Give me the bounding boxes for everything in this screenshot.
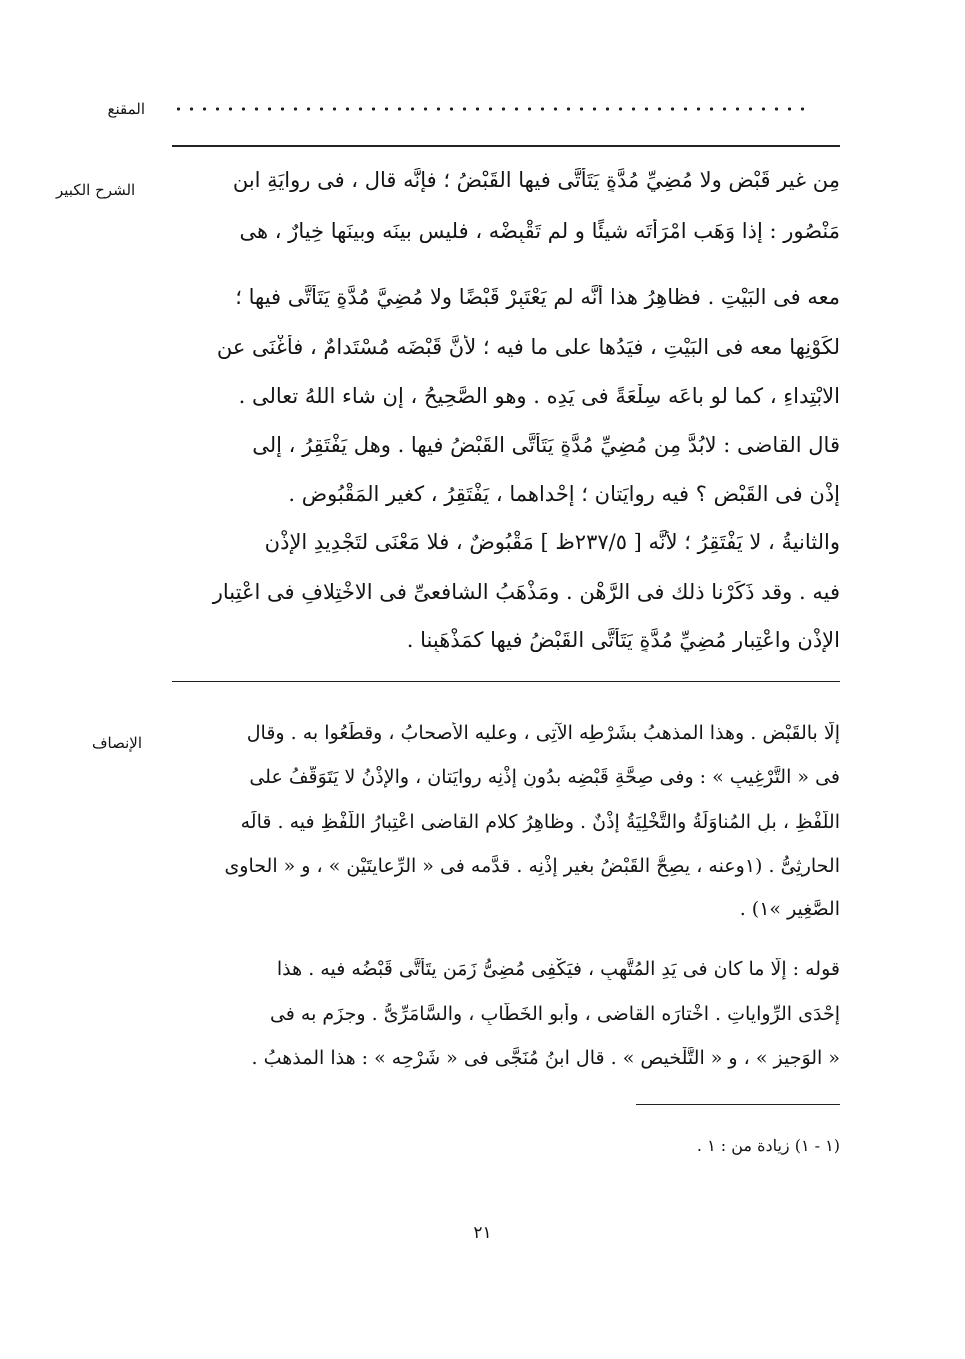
margin-label-insaf: الإنصاف	[92, 734, 143, 752]
commentary-line: إذْنٍ فى القَبْضِ ؟ فيه رِوايَتان ؛ إحْداهما ، يَفْتَقِرُ ، كغيرِ المَقْبُوضِ .	[288, 482, 840, 506]
commentary-line: مَنْصُورٍ : إذا وَهَب امْرَأَتَه شيئًا و لم تَقْبِضْه ، فليس بينَه وبينَها خِيارٌ ، هى	[239, 219, 840, 243]
section-divider	[172, 681, 840, 682]
qawluhu-line: إحْدَى الرِّواياتِ . اخْتارَه القاضى ، وأبو الخَطَّابِ ، والسَّامَرِّىُّ . وجزَم به فى	[269, 1003, 840, 1025]
commentary-line: لكَوْنِها معه فى البَيْتِ ، فيَدُها على ما فيه ؛ لأَنَّ قَبْضَه مُسْتَدامٌ ، فأَغْنَى عن	[216, 335, 840, 359]
qawluhu-line: « الوَجيزِ » ، و « التَّلْخيصِ » . قال ابنُ مُنَجَّى فى « شَرْحِه » : هذا المذهبُ .	[251, 1047, 840, 1069]
commentary-line: الإِذْنِ واعْتِبارِ مُضِيِّ مُدَّةٍ يَتَأَتَّى القَبْضُ فيها كمَذْهَبِنا .	[406, 628, 840, 652]
header-rule	[172, 145, 840, 147]
page-number: ٢١	[473, 1223, 492, 1243]
insaf-line: اللَّفْظِ ، بلِ المُناوَلَةُ والتَّخْلِيَةُ إذْنٌ . وظاهِرُ كلامِ القاضى اعْتِبارُ اللَّفْظِ فيه . قالَه	[240, 811, 840, 833]
commentary-line: مِن غيرِ قَبْضٍ ولا مُضِيِّ مُدَّةٍ يَتَأَتَّى فيها القَبْضُ ؛ فإنَّه قال ، فى رِوايَةِ ابنِ	[232, 168, 840, 192]
commentary-line: معه فى البَيْتِ . فظاهِرُ هذا أنَّه لم يَعْتَبِرْ قَبْضًا ولا مُضِيَّ مُدَّةٍ يَتَأَتَّى فيها ؛	[235, 285, 840, 309]
header-dotted-leader	[172, 104, 812, 114]
margin-label-commentary: الشرح الكبير	[56, 181, 136, 199]
insaf-line: إلَّا بالقَبْضِ . وهذا المذهبُ بشَرْطِه الآتِى ، وعليه الأصحابُ ، وقطَعُوا به . وقال	[246, 722, 840, 744]
commentary-line: قال القاضى : لابُدَّ مِن مُضِيِّ مُدَّةٍ يَتَأَتَّى القَبْضُ فيها . وهل يَفْتَقِرُ ، إلى	[252, 433, 840, 457]
commentary-line: والثانيةُ ، لا يَفْتَقِرُ ؛ لأنَّه [ ٢٣٧/٥ظ ] مَقْبُوضٌ ، فلا مَعْنَى لتَجْدِيدِ الإِذْنِ	[264, 530, 840, 554]
running-header-title: المقنع	[107, 100, 145, 118]
insaf-line: فى « التَّرْغِيبِ » : وفى صِحَّةِ قَبْضِه بدُونِ إذْنِه رِوايَتان ، والإِذْنُ لا يَتَوَقَّفُ على	[249, 766, 840, 788]
footnote-rule	[636, 1104, 840, 1105]
insaf-line: الحارِثِىُّ . (١وعنه ، يصِحُّ القَبْضُ بغيرِ إذْنِه . قدَّمه فى « الرِّعايتَيْن » ، و « الحاوِى	[224, 855, 840, 877]
commentary-line: الابْتِداءِ ، كما لو باعَه سِلْعَةً فى يَدِه . وهو الصَّحِيحُ ، إن شاء اللهُ تعالى .	[238, 384, 840, 408]
commentary-line: فيه . وقد ذَكَرْنا ذلك فى الرَّهْنِ . ومَذْهَبُ الشافعىِّ فى الاخْتِلافِ فى اعْتِبارِ	[212, 580, 840, 604]
footnote: (١ - ١) زيادة من : ١ .	[696, 1136, 840, 1155]
qawluhu-line: قوله : إلَّا ما كان فى يَدِ المُتَّهِبِ ، فيَكْفِى مُضِىُّ زَمَنٍ يتَأَتَّى قَبْضُه فيه . هذا	[276, 958, 840, 980]
insaf-line: الصَّغِيرِ »١) .	[739, 898, 840, 920]
